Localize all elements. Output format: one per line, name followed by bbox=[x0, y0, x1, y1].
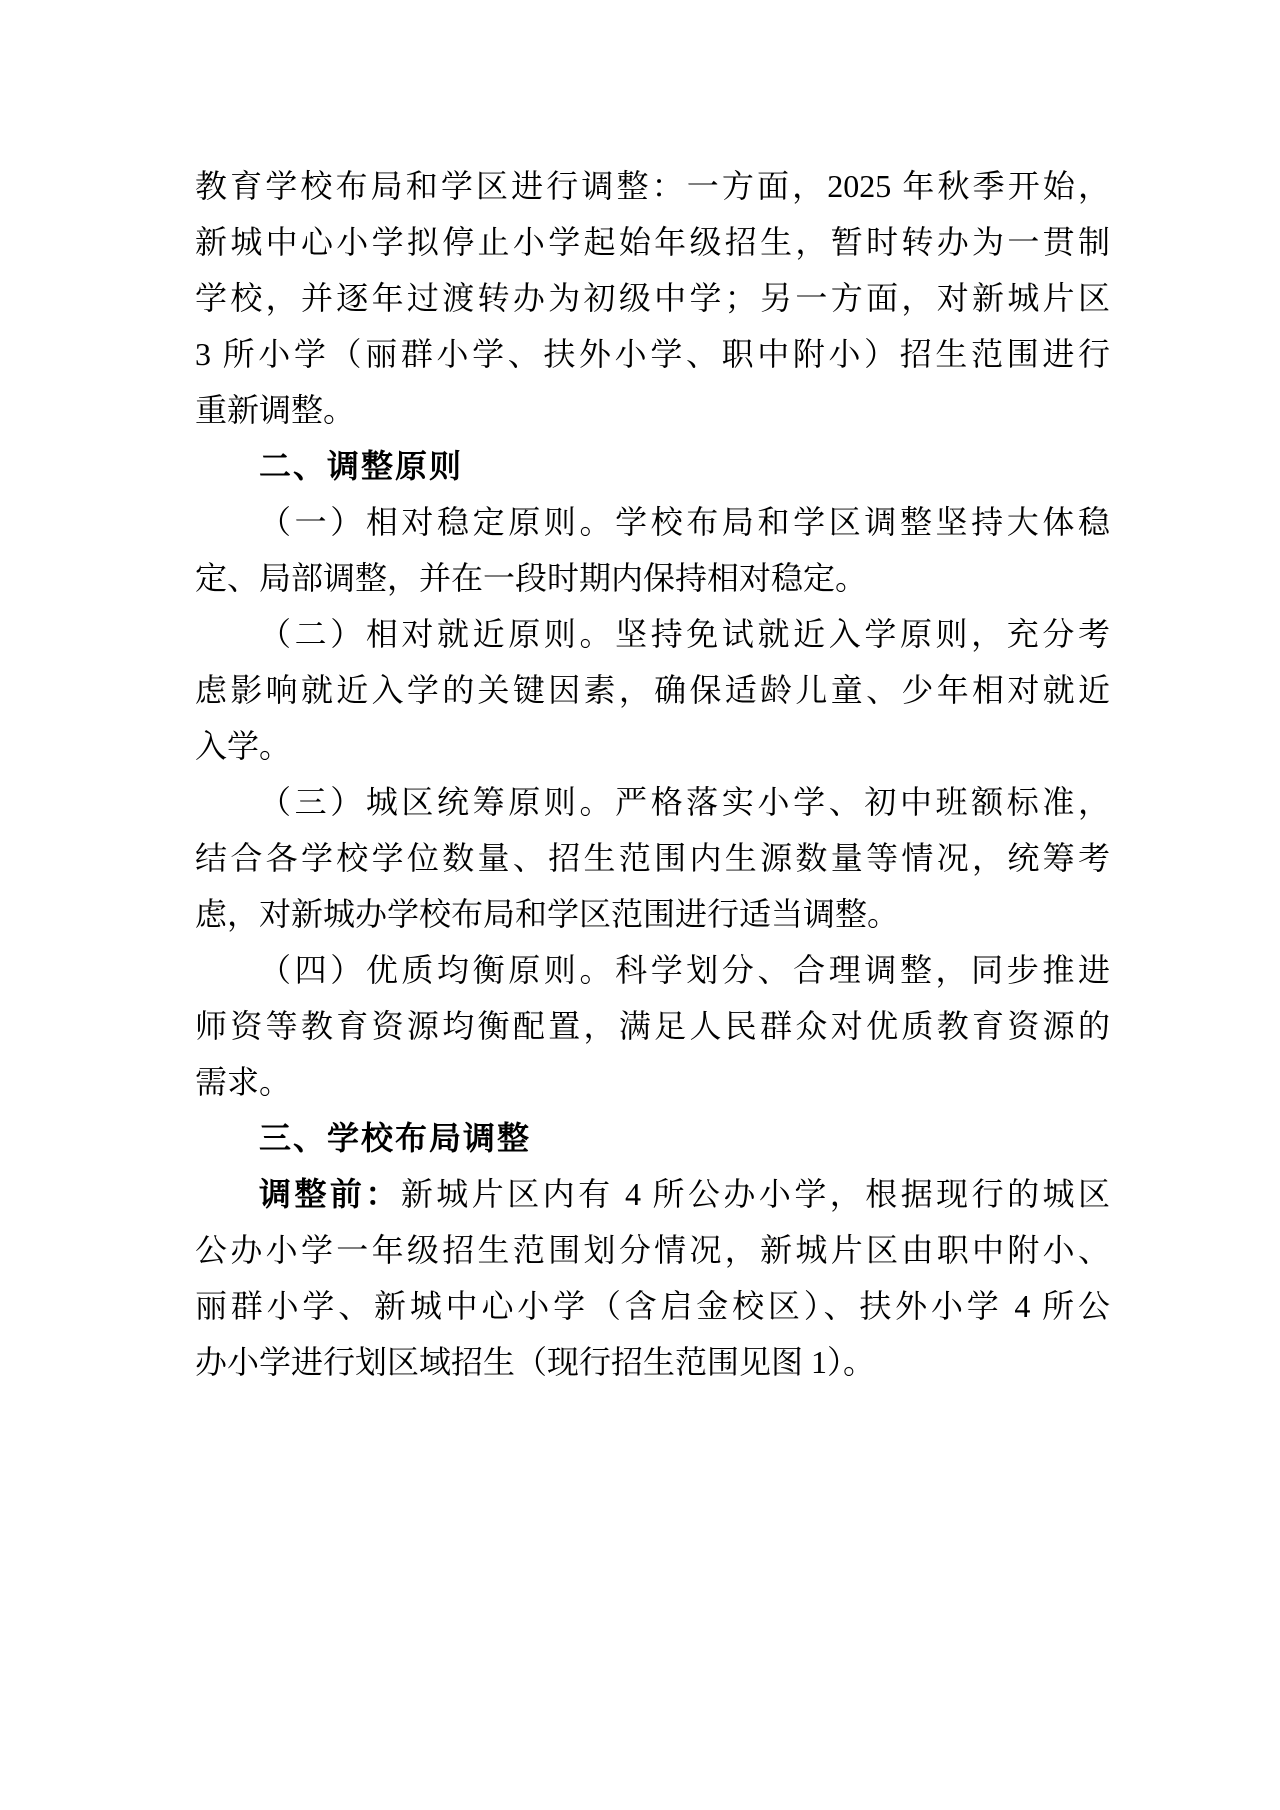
text-line: 公办小学一年级招生范围划分情况，新城片区由职中附小、 bbox=[195, 1232, 1110, 1268]
document-content bbox=[195, 158, 1110, 1390]
bold-lead: 调整前： bbox=[259, 1176, 401, 1212]
section-2-heading: 二、调整原则 bbox=[259, 448, 464, 484]
text-line: 结合各学校学位数量、招生范围内生源数量等情况，统筹考 bbox=[195, 840, 1110, 876]
text-line: 新城中心小学拟停止小学起始年级招生，暂时转办为一贯制 bbox=[195, 224, 1110, 260]
text-line bbox=[195, 1166, 1110, 1222]
text-line: （四）优质均衡原则。科学划分、合理调整，同步推进 bbox=[259, 952, 1110, 988]
text-line: 丽群小学、新城中心小学（含启金校区）、扶外小学 4 所公 bbox=[195, 1288, 1110, 1324]
text-line: 定、局部调整，并在一段时期内保持相对稳定。 bbox=[195, 560, 868, 596]
text-line: 重新调整。 bbox=[195, 392, 356, 428]
text-line: 教育学校布局和学区进行调整：一方面，2025 年秋季开始， bbox=[195, 168, 1110, 204]
text-line: 虑，对新城办学校布局和学区范围进行适当调整。 bbox=[195, 896, 900, 932]
text-line: 需求。 bbox=[195, 1064, 292, 1100]
text-line: （一）相对稳定原则。学校布局和学区调整坚持大体稳 bbox=[259, 504, 1110, 540]
section-3-heading: 三、学校布局调整 bbox=[259, 1120, 532, 1156]
text-line: 虑影响就近入学的关键因素，确保适龄儿童、少年相对就近 bbox=[195, 672, 1110, 708]
text-line: 3 所小学（丽群小学、扶外小学、职中附小）招生范围进行 bbox=[195, 336, 1110, 372]
text-line: （三）城区统筹原则。严格落实小学、初中班额标准， bbox=[259, 784, 1110, 820]
text-line: 学校，并逐年过渡转办为初级中学；另一方面，对新城片区 bbox=[195, 280, 1110, 316]
text-line-rest: 新城片区内有 4 所公办小学，根据现行的城区 bbox=[400, 1176, 1110, 1212]
text-line: 入学。 bbox=[195, 728, 292, 764]
text-line: 师资等教育资源均衡配置，满足人民群众对优质教育资源的 bbox=[195, 1008, 1110, 1044]
text-line: （二）相对就近原则。坚持免试就近入学原则，充分考 bbox=[259, 616, 1110, 652]
text-line: 办小学进行划区域招生（现行招生范围见图 1）。 bbox=[195, 1344, 876, 1380]
